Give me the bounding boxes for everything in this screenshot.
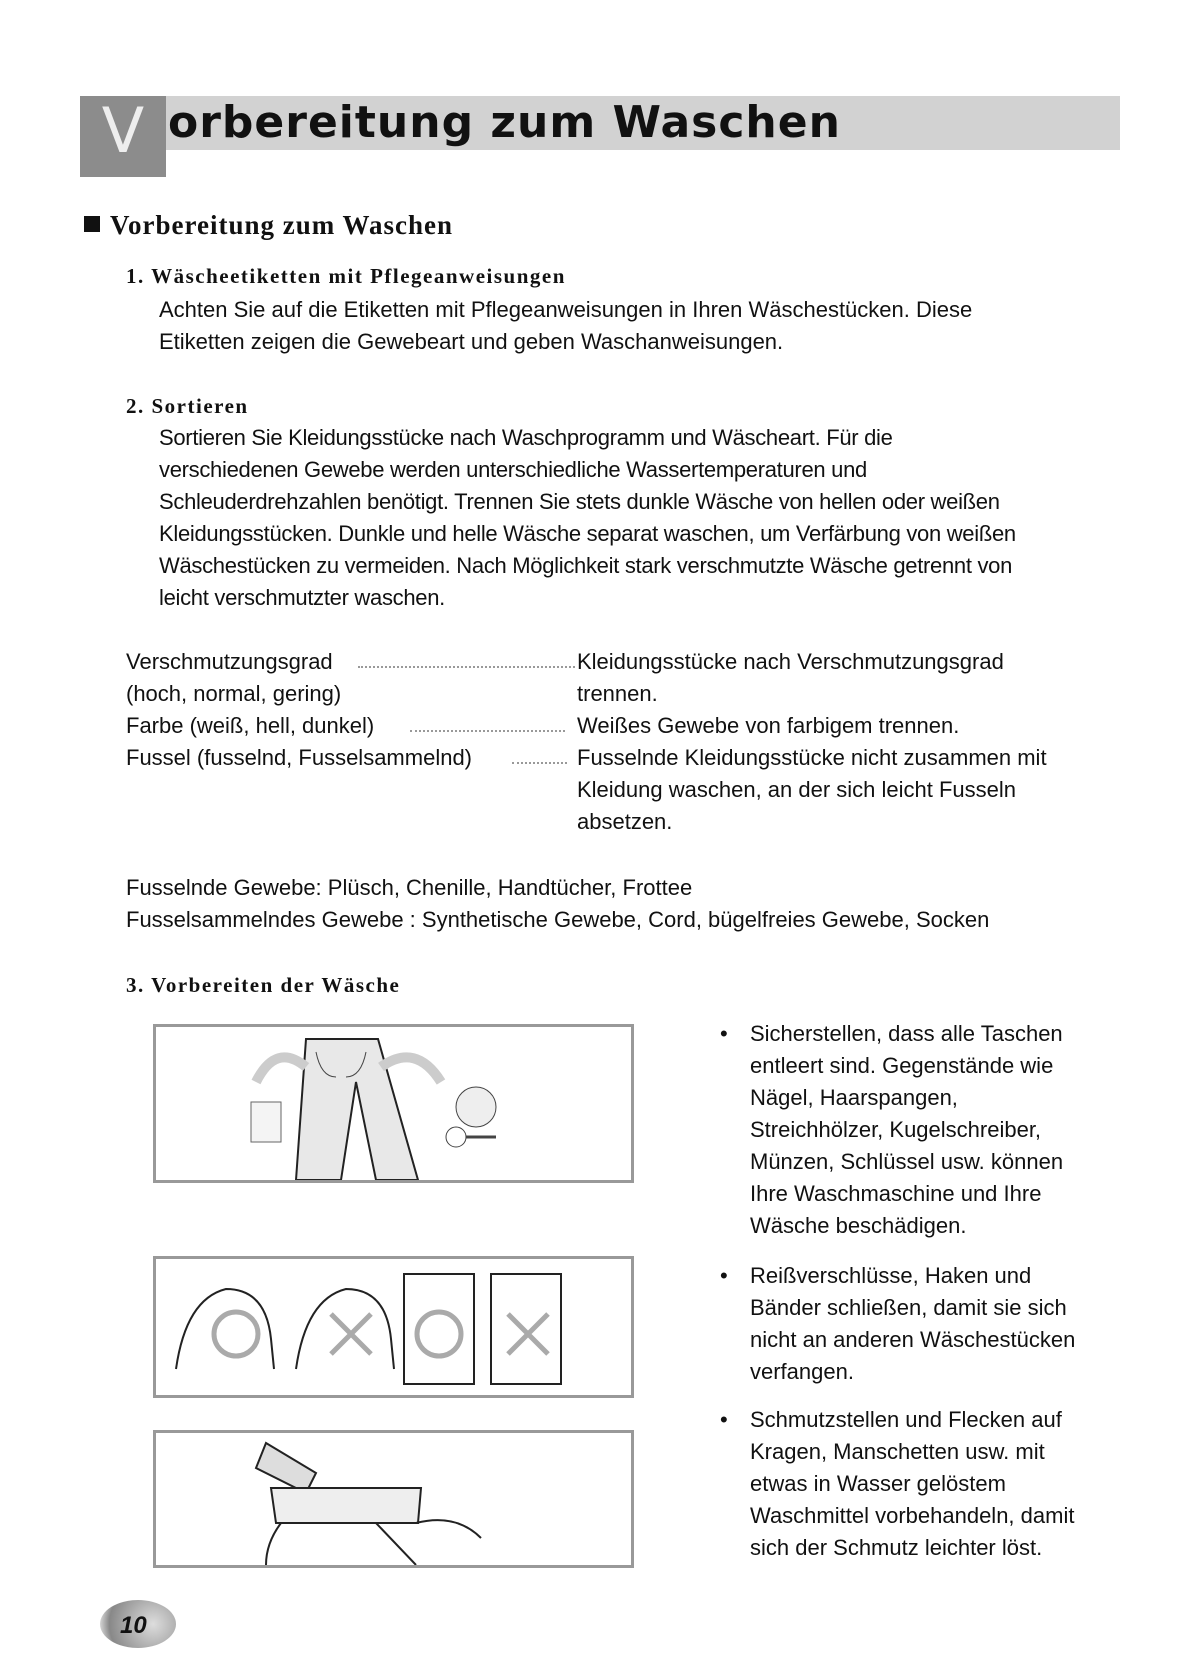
detergent-bottle-icon [156,1433,631,1565]
illustration-pretreat-stains [153,1430,634,1568]
table-cell-right: Kleidungsstücke nach Verschmutzungsgrad [577,649,1004,674]
subheading-2: 2. Sortieren [126,394,249,418]
table-cell-right: Fusselnde Kleidungsstücke nicht zusammen mit [577,745,1047,770]
table-cell-left: (hoch, normal, gering) [126,681,342,706]
text-line: nicht an anderen Wäschestücken [750,1327,1076,1352]
bullet-icon: • [720,1263,728,1288]
note-line: Fusselnde Gewebe: Plüsch, Chenille, Handtücher, Frottee [126,875,693,900]
bullet-icon: • [720,1021,728,1046]
text-line: Reißverschlüsse, Haken und [750,1263,1032,1288]
list-item [720,1404,1120,1564]
dot-leader [512,762,567,764]
table-cell-right: trennen. [577,681,658,706]
dot-leader [358,666,575,668]
text-line: sich der Schmutz leichter löst. [750,1535,1043,1560]
text-line: Schmutzstellen und Flecken auf [750,1407,1062,1432]
section-heading-text: Vorbereitung zum Waschen [110,210,454,240]
text-line: Ihre Waschmaschine und Ihre [750,1181,1042,1206]
text-line: Bänder schließen, damit sie sich [750,1295,1067,1320]
text-line: Wäschestücken zu vermeiden. Nach Möglichkeit stark verschmutzte Wäsche getrennt von [159,553,1013,578]
note-line: Fusselsammelndes Gewebe : Synthetische Gewebe, Cord, bügelfreies Gewebe, Socken [126,907,990,932]
clothing-closure-icon [156,1259,631,1395]
table-cell-left: Farbe (weiß, hell, dunkel) [126,713,375,738]
table-cell-right: Kleidung waschen, an der sich leicht Fusseln [577,777,1017,802]
illustration-empty-pockets [153,1024,634,1183]
table-cell-right: Weißes Gewebe von farbigem trennen. [577,713,960,738]
text-line: Sicherstellen, dass alle Taschen [750,1021,1063,1046]
text-line: Schleuderdrehzahlen benötigt. Trennen Sie stets dunkle Wäsche von hellen oder weißen [159,489,1000,514]
text-line: Wäsche beschädigen. [750,1213,967,1238]
text-line: leicht verschmutzter waschen. [159,585,445,610]
text-line: Achten Sie auf die Etiketten mit Pflegeanweisungen in Ihren Wäschestücken. Diese [159,297,973,322]
text-line: Etiketten zeigen die Gewebeart und geben Waschanweisungen. [159,329,784,354]
list-item [720,1260,1120,1388]
text-line: Münzen, Schlüssel usw. können [750,1149,1064,1174]
table-cell-left: Verschmutzungsgrad [126,649,333,674]
paragraph-2 [159,422,1119,614]
text-line: etwas in Wasser gelöstem [750,1471,1006,1496]
subheading-1: 1. Wäscheetiketten mit Pflegeanweisungen [126,264,566,288]
text-line: verschiedenen Gewebe werden unterschiedliche Wassertemperaturen und [159,457,867,482]
page-number: 10 [120,1612,147,1639]
list-item [720,1018,1120,1242]
dot-leader [410,730,565,732]
paragraph-1 [159,294,1119,358]
text-line: Waschmittel vorbehandeln, damit [750,1503,1075,1528]
trousers-pockets-icon [156,1027,631,1180]
bullet-icon: • [720,1407,728,1432]
text-line: Streichhölzer, Kugelschreiber, [750,1117,1042,1142]
page-title: orbereitung zum Waschen [168,97,841,148]
title-initial: V [80,96,166,177]
text-line: Nägel, Haarspangen, [750,1085,958,1110]
section-heading [84,210,453,241]
text-line: verfangen. [750,1359,854,1384]
subheading-3: 3. Vorbereiten der Wäsche [126,973,401,997]
text-line: Sortieren Sie Kleidungsstücke nach Waschprogramm und Wäscheart. Für die [159,425,893,450]
table-cell-right: absetzen. [577,809,673,834]
text-line: Kleidungsstücken. Dunkle und helle Wäsche separat waschen, um Verfärbung von weißen [159,521,1016,546]
square-bullet-icon [84,216,100,232]
text-line: Kragen, Manschetten usw. mit [750,1439,1045,1464]
illustration-close-zippers [153,1256,634,1398]
text-line: entleert sind. Gegenstände wie [750,1053,1054,1078]
table-cell-left: Fussel (fusselnd, Fusselsammelnd) [126,745,473,770]
